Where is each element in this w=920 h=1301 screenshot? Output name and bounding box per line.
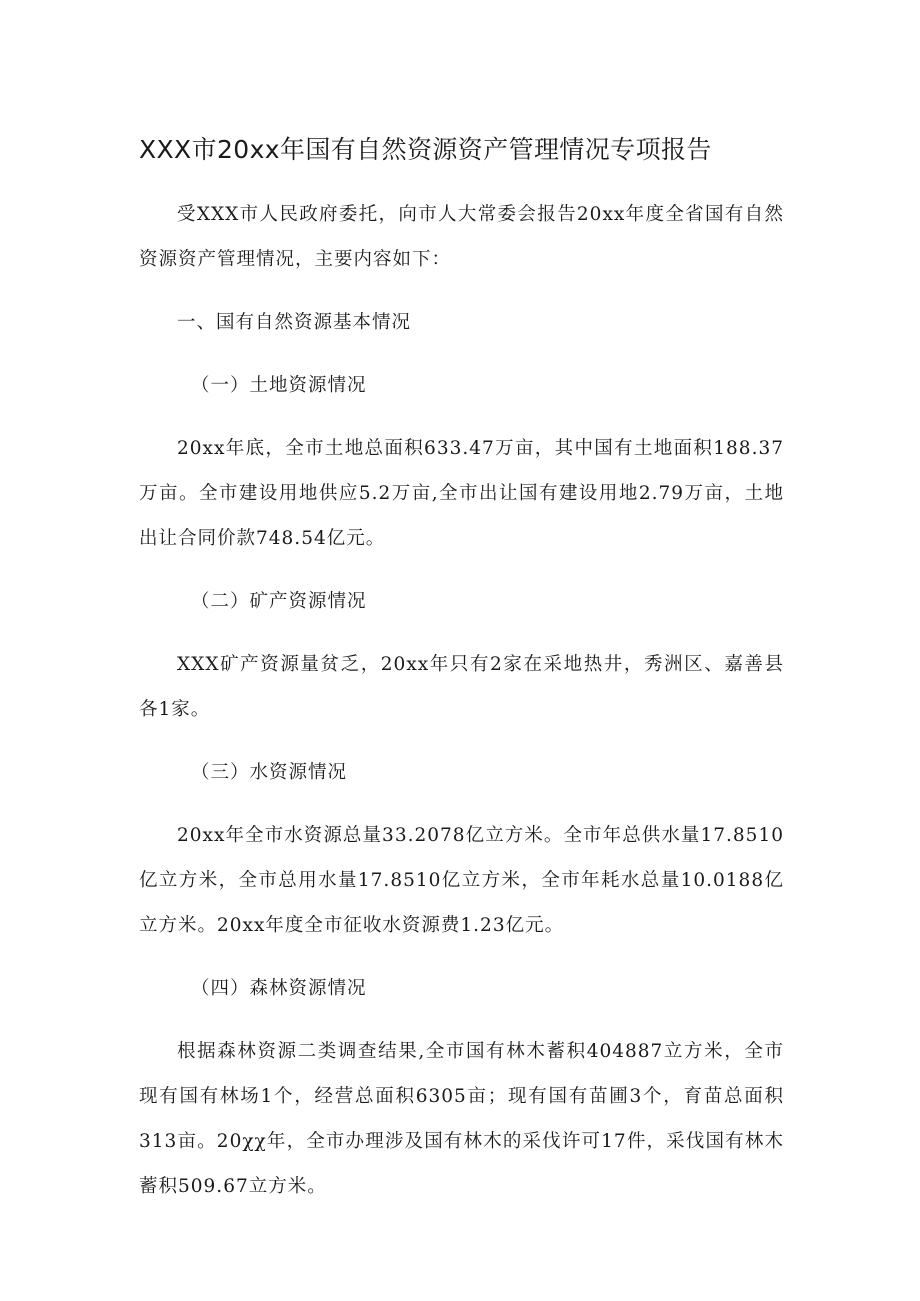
document-body bbox=[139, 192, 784, 1227]
subsection-heading-water: （三）水资源情况 bbox=[191, 762, 348, 783]
subsection-heading-forest: （四）森林资源情况 bbox=[191, 978, 367, 999]
subsection-heading-mineral: （二）矿产资源情况 bbox=[191, 591, 367, 612]
document-title: XXX市20xx年国有自然资源资产管理情况专项报告 bbox=[139, 135, 712, 164]
intro-paragraph: 受XXX市人民政府委托，向市人大常委会报告20xx年度全省国有自然资源资产管理情况，主要内容如下： bbox=[139, 204, 784, 270]
land-paragraph: 20xx年底，全市土地总面积633.47万亩，其中国有土地面积188.37万亩。全市建设用地供应5.2万亩,全市出让国有建设用地2.79万亩，土地出让合同价款748.54亿元。 bbox=[139, 438, 784, 549]
water-paragraph: 20xx年全市水资源总量33.2078亿立方米。全市年总供水量17.8510亿立方米，全市总用水量17.8510亿立方米，全市年耗水总量10.0188亿立方米。20xx年度全市征收水资源费1.23亿元。 bbox=[139, 825, 784, 936]
subsection-heading-land: （一）土地资源情况 bbox=[191, 375, 367, 396]
section-heading-basic-situation: 一、国有自然资源基本情况 bbox=[177, 312, 412, 333]
forest-paragraph: 根据森林资源二类调查结果,全市国有林木蓄积404887立方米，全市现有国有林场1个，经营总面积6305亩；现有国有苗圃3个，育苗总面积313亩。20χχ年，全市办理涉及国有林木的采伐许可17件，采伐国有林木蓄积509.67立方米。 bbox=[139, 1041, 784, 1197]
mineral-paragraph: XXX矿产资源量贫乏，20xx年只有2家在采地热井，秀洲区、嘉善县各1家。 bbox=[139, 654, 784, 720]
